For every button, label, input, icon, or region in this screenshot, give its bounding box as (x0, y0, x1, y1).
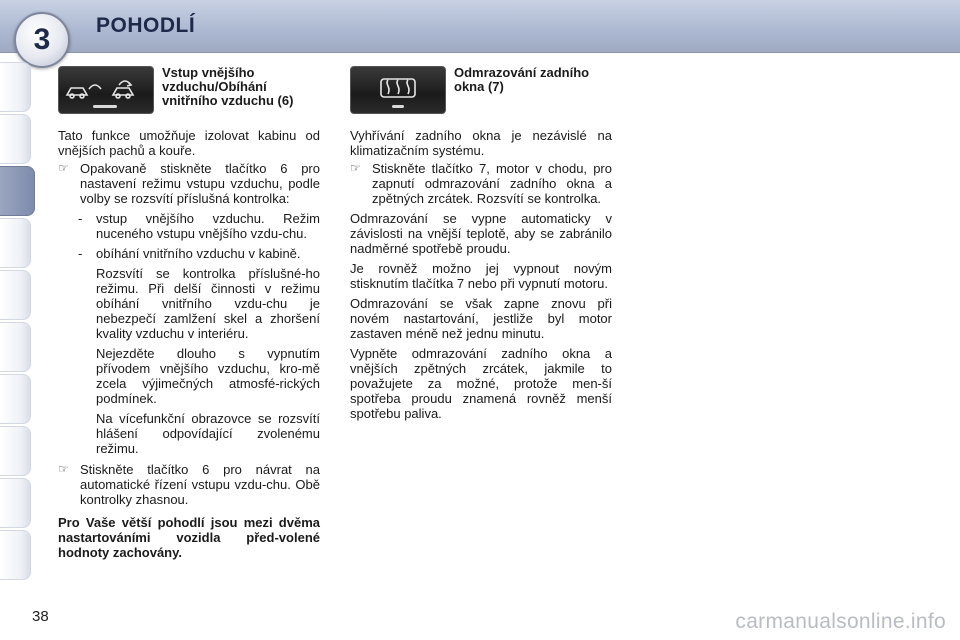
air-recirculation-button-image (58, 66, 154, 114)
air-recirculation-heading: Vstup vnějšího vzduchu/Obíhání vnitřního vzduchu (6) (162, 65, 294, 108)
paragraph: Vypněte odmrazování zadního okna a vnějších zpětných zrcátek, jakmile to považujete za možné, protože men-ší spotřeba proudu znamená rovněž menší spotřebu paliva. (350, 346, 612, 421)
section-title: POHODLÍ (96, 14, 196, 37)
instruction-bullet (58, 161, 320, 206)
paragraph: Odmrazování se však zapne znovu při novém nastartování, jestliže byl motor zastaven méně než jednu minutu. (350, 296, 612, 341)
rear-defrost-button-image (350, 66, 446, 114)
chapter-badge (14, 12, 70, 68)
chapter-tab[interactable] (0, 374, 31, 424)
page-number: 38 (32, 608, 49, 625)
paragraph: Je rovněž možno jej vypnout novým stisknutím tlačítka 7 nebo při vypnutí motoru. (350, 261, 612, 291)
dash-item (78, 246, 320, 261)
air-recirculation-header (58, 66, 320, 114)
chapter-tab[interactable] (0, 426, 31, 476)
pointing-hand-icon: ☞ (58, 161, 69, 175)
air-recirculation-icon (59, 67, 153, 113)
instruction-bullet (58, 462, 320, 507)
indented-note: Rozsvítí se kontrolka příslušné-ho režimu. Při delší činnosti v režimu obíhání vnitřního vzdu-chu je nebezpečí zamlžení skel a zhoršení kvality vzduchu v interiéru. (96, 266, 320, 341)
dash-text: vstup vnějšího vzduchu. Režim nuceného vstupu vnějšího vzdu-chu. (96, 211, 320, 241)
chapter-tab[interactable] (0, 322, 31, 372)
dash-text: obíhání vnitřního vzduchu v kabině. (96, 246, 301, 261)
chapter-tab-active[interactable] (0, 166, 35, 216)
chapter-tab-rail (0, 62, 34, 582)
pointing-hand-icon: ☞ (350, 161, 361, 175)
rear-defrost-header (350, 66, 612, 114)
chapter-number: 3 (33, 23, 51, 56)
right-column (350, 66, 612, 424)
left-column (58, 66, 320, 563)
chapter-tab[interactable] (0, 478, 31, 528)
bullet-text: Stiskněte tlačítko 7, motor v chodu, pro zapnutí odmrazování zadního okna a zpětných zrcátek. Rozsvítí se kontrolka. (372, 161, 612, 206)
chapter-tab[interactable] (0, 218, 31, 268)
chapter-tab[interactable] (0, 114, 31, 164)
paragraph: Vyhřívání zadního okna je nezávislé na klimatizačním systému. (350, 128, 612, 158)
instruction-bullet (350, 161, 612, 206)
pointing-hand-icon: ☞ (58, 462, 69, 476)
closing-note: Pro Vaše větší pohodlí jsou mezi dvěma nastartováními vozidla před-volené hodnoty zachovány. (58, 515, 320, 560)
paragraph: Odmrazování se vypne automaticky v závislosti na vnější teplotě, aby se zabránilo nadměrné spotřebě proudu. (350, 211, 612, 256)
chapter-tab[interactable] (0, 530, 31, 580)
rear-defrost-heading: Odmrazování zadního okna (7) (454, 65, 590, 94)
chapter-tab[interactable] (0, 270, 31, 320)
rear-window-defrost-icon (351, 67, 445, 113)
indented-note: Na vícefunkční obrazovce se rozsvítí hlášení odpovídající zvolenému režimu. (96, 411, 320, 456)
indented-note: Nejezděte dlouho s vypnutím přívodem vnějšího vzduchu, kro-mě zcela výjimečných atmosfé-rických podmínek. (96, 346, 320, 406)
watermark: carmanualsonline.info (735, 610, 946, 633)
dash-mark: - (78, 246, 83, 261)
dash-mark: - (78, 211, 83, 226)
bullet-text: Opakovaně stiskněte tlačítko 6 pro nastavení režimu vstupu vzduchu, podle volby se rozsvítí příslušná kontrolka: (80, 161, 320, 206)
dash-item (78, 211, 320, 241)
bullet-text: Stiskněte tlačítko 6 pro návrat na automatické řízení vstupu vzdu-chu. Obě kontrolky zhasnou. (80, 462, 320, 507)
chapter-tab[interactable] (0, 62, 31, 112)
intro-paragraph: Tato funkce umožňuje izolovat kabinu od vnějších pachů a kouře. (58, 128, 320, 158)
